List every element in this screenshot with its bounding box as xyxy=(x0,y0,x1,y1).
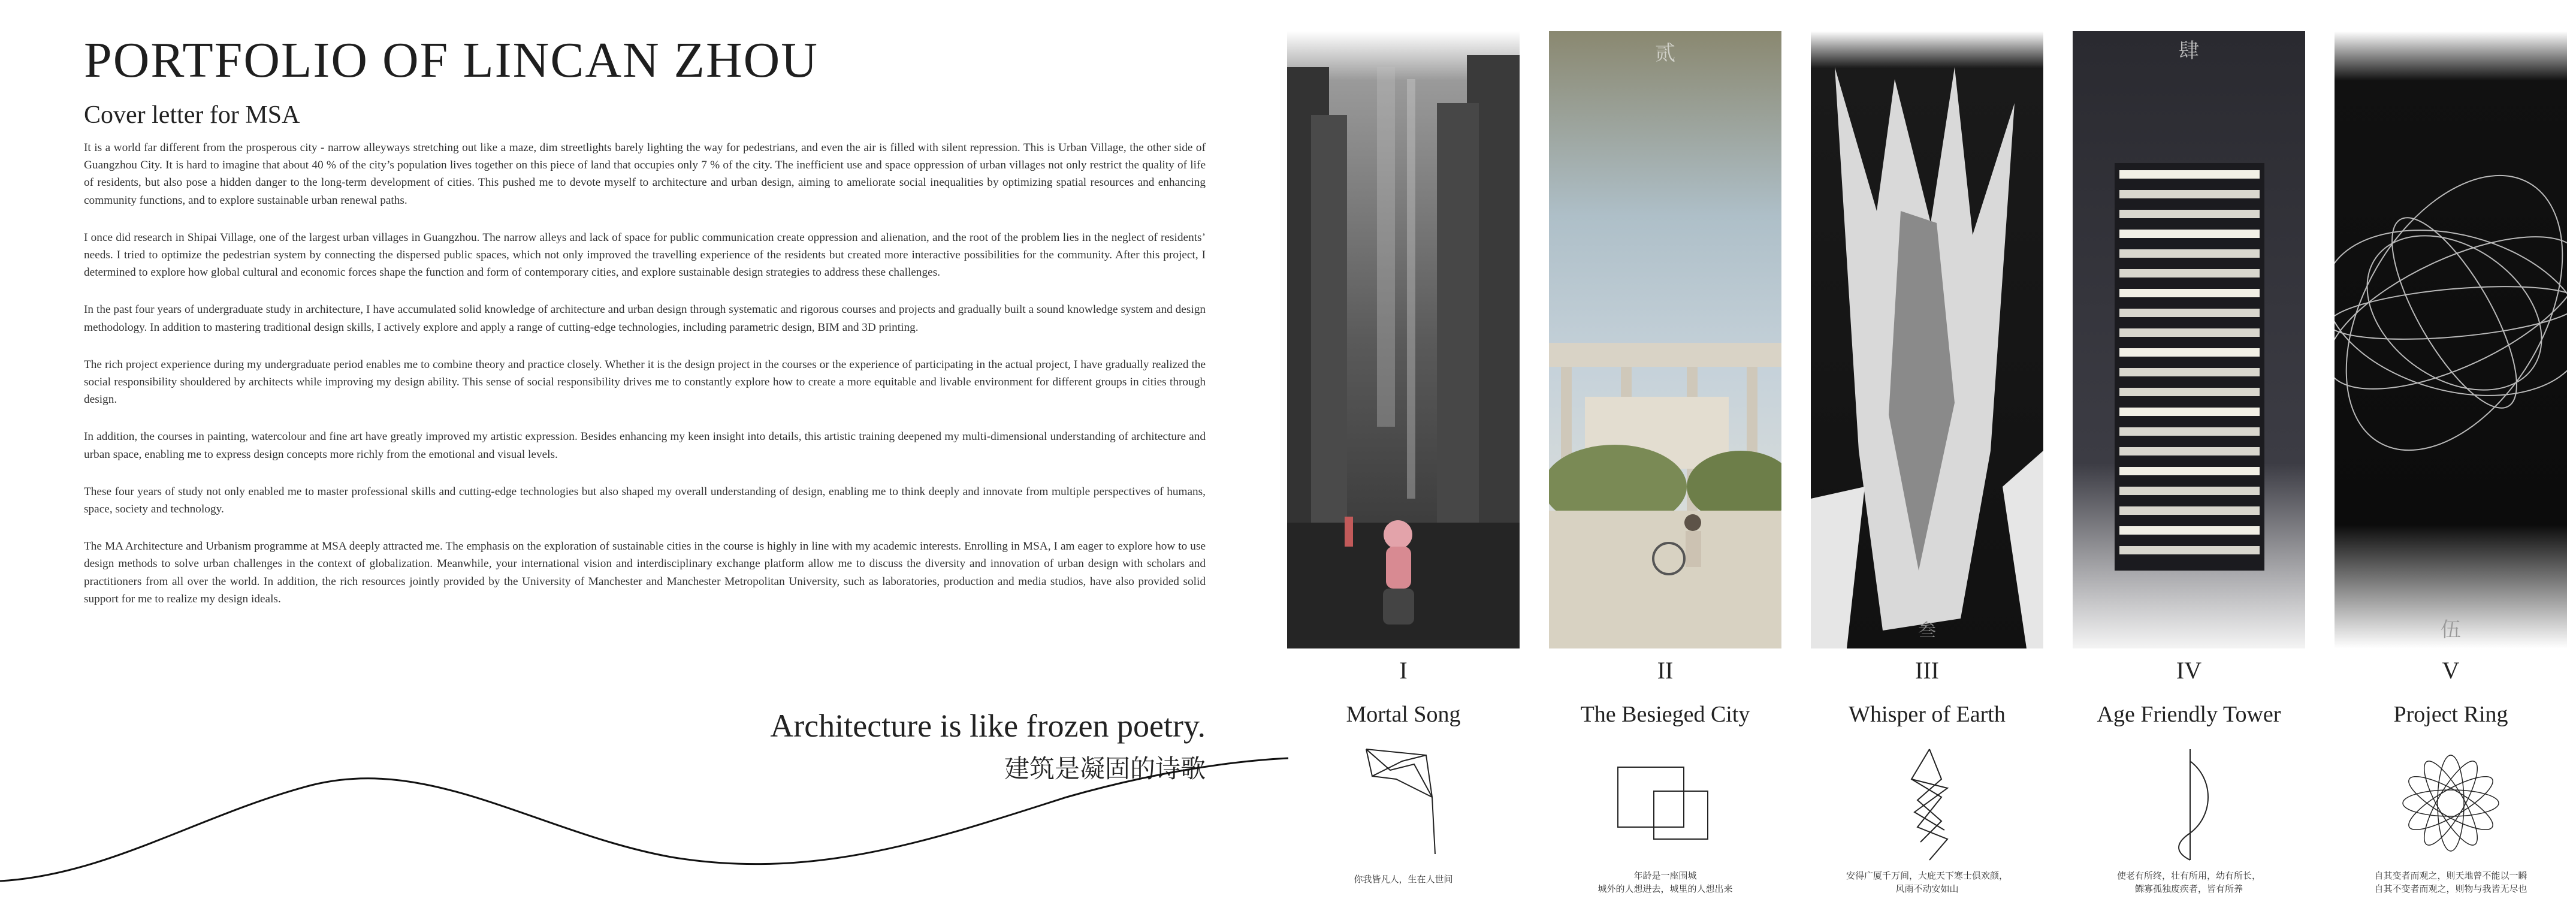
tower-floor xyxy=(2119,170,2260,179)
project-numeral: I xyxy=(1399,657,1408,684)
project-image-mortal-song[interactable] xyxy=(1287,31,1520,648)
letter-paragraph: The rich project experience during my undergraduate period enables me to combine theory and practice closely. Whether it is the design project in the courses or the experience of participating in the actual project, I have gradually realized the social responsibility shouldered by architects while improving my design ability. This sense of social responsibility drives me to constantly explore how to create a more equitable and livable environment for different groups in cities through design. xyxy=(84,358,1206,406)
tower-floor xyxy=(2119,210,2260,218)
project-title-age-friendly-tower[interactable]: Age Friendly Tower xyxy=(2097,702,2281,727)
tower-floor xyxy=(2119,467,2260,475)
project-numeral: V xyxy=(2442,657,2460,684)
tower-floor xyxy=(2119,368,2260,376)
cover-letter-subtitle: Cover letter for MSA xyxy=(84,101,300,129)
whisper-of-earth-diagram xyxy=(1870,743,1989,863)
tower-floor xyxy=(2119,546,2260,554)
tower-floor xyxy=(2119,427,2260,436)
project-caption: 你我皆凡人，生在人世间 xyxy=(1354,874,1453,885)
tower-floor xyxy=(2119,348,2260,357)
project-numeral: III xyxy=(1915,657,1939,684)
project-caption: 自其变者而观之，则天地曾不能以一瞬 自其不变者而观之，则物与我皆无尽也 xyxy=(2374,870,2527,894)
project-title-mortal-song[interactable]: Mortal Song xyxy=(1346,702,1461,727)
besieged-city-diagram xyxy=(1606,743,1726,863)
project-image-age-friendly-tower[interactable] xyxy=(2073,31,2305,648)
tower-floor xyxy=(2119,328,2260,337)
project-numeral: II xyxy=(1657,657,1674,684)
letter-paragraph: In addition, the courses in painting, watercolour and fine art have greatly improved my artistic expression. Besides enhancing my keen insight into details, this artistic training deepened my multi-dimensional understanding of architecture and urban space, enabling me to express design concepts more richly from the emotional and visual levels. xyxy=(84,430,1206,461)
tower-floor xyxy=(2119,526,2260,535)
project-caption: 使老有所终，壮有所用，幼有所长， 鳏寡孤独废疾者，皆有所养 xyxy=(2116,870,2261,894)
project-ring-diagram xyxy=(2391,743,2511,863)
panel-mark: 叁 xyxy=(1918,620,1936,641)
age-friendly-tower-diagram xyxy=(2130,743,2250,863)
quote-english: Architecture is like frozen poetry. xyxy=(770,708,1206,744)
project-title-besieged-city[interactable]: The Besieged City xyxy=(1580,702,1750,727)
letter-paragraph: The MA Architecture and Urbanism programme at MSA deeply attracted me. The emphasis on the exploration of sustainable cities in the course is highly in line with my academic interests. Enrolling in MSA, I am eager to explore how to use design methods to solve urban challenges in the context of globalization. Meanwhile, your international vision and interdisciplinary exchange platform allow me to discuss the diversity and innovation of urban design with scholars and practitioners from all over the world. In addition, the rich resources jointly provided by the University of Manchester and Manchester Metropolitan University, such as laboratories, production and media studios, have also provided solid support for me to realize my design ideals. xyxy=(84,540,1206,605)
letter-paragraph: In the past four years of undergraduate study in architecture, I have accumulated solid knowledge of architecture and urban design through systematic and rigorous courses and projects and gradually built a sound knowledge system and design methodology. In addition to mastering traditional design skills, I actively explore and apply a range of cutting-edge technologies, including parametric design, BIM and 3D printing. xyxy=(84,303,1206,334)
cover-letter-body xyxy=(84,139,1206,628)
panel-mark: 贰 xyxy=(1655,41,1675,65)
project-title-project-ring[interactable]: Project Ring xyxy=(2393,702,2508,727)
wave-line xyxy=(0,743,1294,887)
panel-mark: 伍 xyxy=(2441,618,2461,642)
panel-mark: 肆 xyxy=(2179,39,2199,63)
project-image-whisper-of-earth[interactable] xyxy=(1811,31,2043,648)
tower-floor xyxy=(2119,506,2260,515)
tower-floor xyxy=(2119,388,2260,396)
quote-chinese: 建筑是凝固的诗歌 xyxy=(1004,754,1206,783)
project-caption: 安得广厦千万间，大庇天下寒士俱欢颜， 风雨不动安如山 xyxy=(1846,870,2008,894)
tower-floor xyxy=(2119,408,2260,416)
tower-floor xyxy=(2119,249,2260,258)
project-title-whisper-of-earth[interactable]: Whisper of Earth xyxy=(1849,702,2006,727)
project-image-project-ring[interactable] xyxy=(2335,31,2567,648)
project-numeral: IV xyxy=(2176,657,2202,684)
tower-floor xyxy=(2119,487,2260,495)
mortal-song-diagram xyxy=(1336,743,1474,863)
project-image-besieged-city[interactable] xyxy=(1549,31,1781,648)
project-caption: 年龄是一座围城 城外的人想进去，城里的人想出来 xyxy=(1597,870,1733,894)
tower-floor xyxy=(2119,447,2260,456)
tower-floor xyxy=(2119,309,2260,317)
letter-paragraph: It is a world far different from the prosperous city - narrow alleyways stretching out like a maze, dim streetlights barely lighting the way for pedestrians, and even the air is filled with silent repression. This is Urban Village, the other side of Guangzhou City. It is hard to imagine that about 40 % of the city’s population lives together on this piece of land that occupies only 7 % of the city. The inefficient use and space oppression of urban villages not only restrict the quality of life of residents, but also pose a hidden danger to the long-term development of cities. This pushed me to devote myself to architecture and urban design, aiming to ameliorate social inequalities by optimizing spatial resources and enhancing community functions, and to explore sustainable urban renewal paths. xyxy=(84,141,1206,207)
tower-floor xyxy=(2119,190,2260,198)
letter-paragraph: These four years of study not only enabled me to master professional skills and cutting-edge technologies but also shaped my overall understanding of design, enabling me to think deeply and innovate from multiple perspectives of humans, space, society and technology. xyxy=(84,485,1206,516)
tower-floor xyxy=(2119,230,2260,238)
tower-floor xyxy=(2119,289,2260,297)
portfolio-title: PORTFOLIO OF LINCAN ZHOU xyxy=(84,32,819,88)
letter-paragraph: I once did research in Shipai Village, one of the largest urban villages in Guangzhou. The narrow alleys and lack of space for public communication create oppression and alienation, and the root of the problem lies in the neglect of residents’ needs. I tried to optimize the pedestrian system by connecting the dispersed public spaces, which not only improved the travelling experience of the residents but created more interactive possibilities for the community. After this project, I determined to explore how global cultural and economic forces shape the function and form of contemporary cities, and explore sustainable design strategies to address these challenges. xyxy=(84,231,1206,279)
tower-floor xyxy=(2119,269,2260,277)
